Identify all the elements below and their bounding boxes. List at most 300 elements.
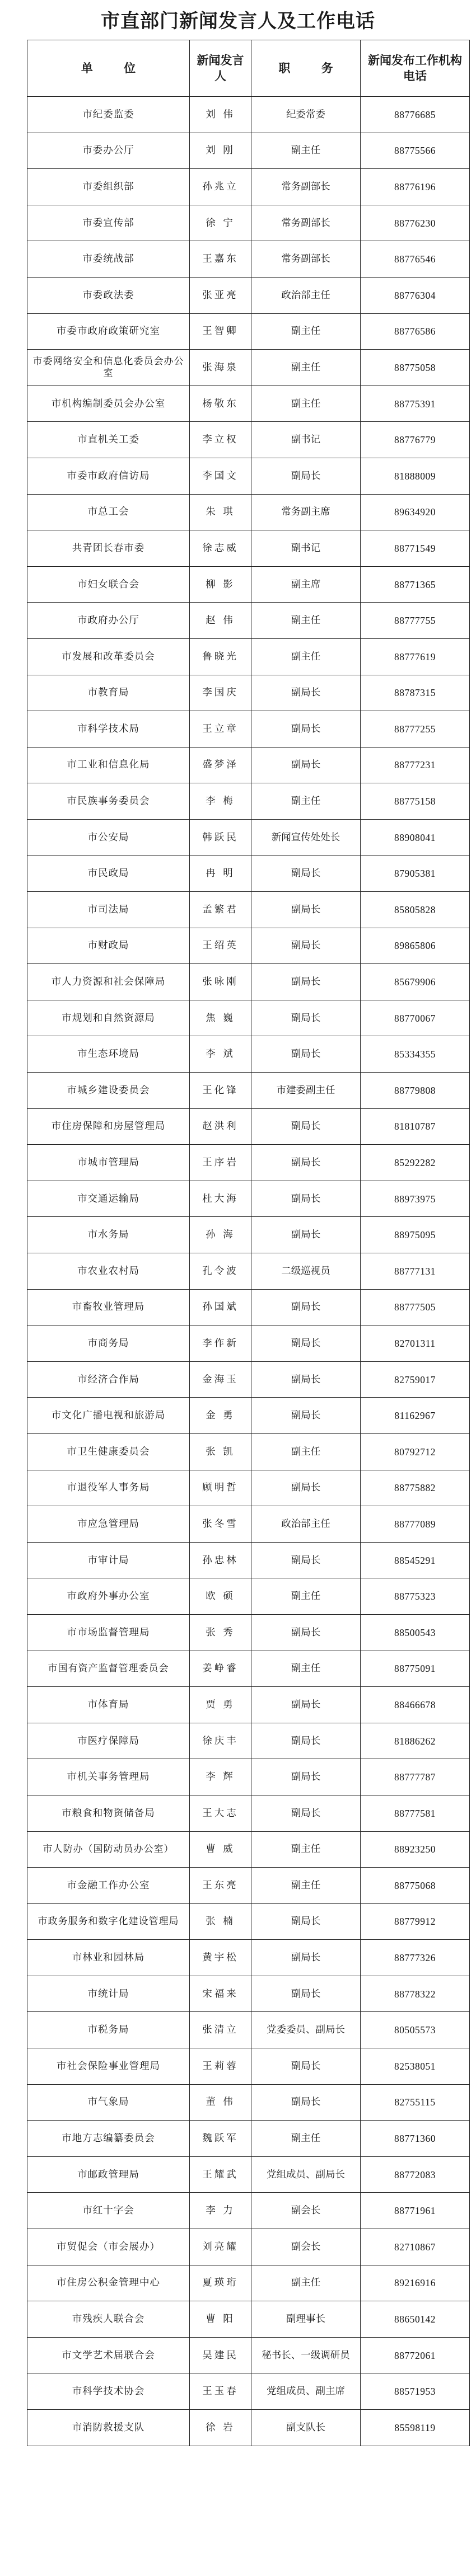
unit-cell: 市委办公厅 bbox=[27, 133, 190, 169]
phone-cell: 88975095 bbox=[361, 1217, 470, 1253]
table-row bbox=[27, 1903, 470, 1940]
speaker-cell: 夏瑛珩 bbox=[190, 2265, 251, 2301]
phone-cell: 87905381 bbox=[361, 855, 470, 892]
speaker-cell: 董 伟 bbox=[190, 2084, 251, 2121]
speaker-cell: 焦 巍 bbox=[190, 1000, 251, 1036]
table-row bbox=[27, 1687, 470, 1723]
unit-cell: 市城市管理局 bbox=[27, 1145, 190, 1181]
post-cell: 副局长 bbox=[251, 928, 361, 964]
speaker-cell: 王东亮 bbox=[190, 1868, 251, 1904]
table-row bbox=[27, 711, 470, 748]
unit-cell: 市消防救援支队 bbox=[27, 2410, 190, 2446]
speaker-cell: 吴建民 bbox=[190, 2337, 251, 2373]
table-row bbox=[27, 1940, 470, 1976]
unit-cell: 市委宣传部 bbox=[27, 205, 190, 241]
speaker-cell: 李 辉 bbox=[190, 1759, 251, 1795]
table-row bbox=[27, 1398, 470, 1434]
table-row bbox=[27, 2229, 470, 2265]
post-cell: 副局长 bbox=[251, 1976, 361, 2012]
post-cell: 副主任 bbox=[251, 2265, 361, 2301]
speaker-cell: 黄宇松 bbox=[190, 1940, 251, 1976]
speaker-cell: 韩跃民 bbox=[190, 819, 251, 855]
speaker-cell: 孙国斌 bbox=[190, 1289, 251, 1325]
post-cell: 常务副部长 bbox=[251, 169, 361, 205]
table-row bbox=[27, 2084, 470, 2121]
phone-cell: 88776586 bbox=[361, 313, 470, 350]
speaker-cell: 李国庆 bbox=[190, 675, 251, 711]
phone-cell: 88466678 bbox=[361, 1687, 470, 1723]
post-cell: 副理事长 bbox=[251, 2301, 361, 2338]
phone-cell: 88923250 bbox=[361, 1831, 470, 1868]
unit-cell: 市国有资产监督管理委员会 bbox=[27, 1651, 190, 1687]
unit-cell: 市畜牧业管理局 bbox=[27, 1289, 190, 1325]
post-cell: 副主任 bbox=[251, 638, 361, 675]
unit-cell: 市机构编制委员会办公室 bbox=[27, 386, 190, 422]
table-row bbox=[27, 1542, 470, 1578]
phone-cell: 88771365 bbox=[361, 566, 470, 603]
phone-cell: 88777619 bbox=[361, 638, 470, 675]
post-cell: 副局长 bbox=[251, 1723, 361, 1759]
unit-cell: 市应急管理局 bbox=[27, 1506, 190, 1543]
post-cell: 政治部主任 bbox=[251, 1506, 361, 1543]
table-row bbox=[27, 1578, 470, 1615]
phone-cell: 88777326 bbox=[361, 1940, 470, 1976]
post-cell: 副主任 bbox=[251, 386, 361, 422]
unit-cell: 市纪委监委 bbox=[27, 97, 190, 133]
post-cell: 市建委副主任 bbox=[251, 1073, 361, 1109]
table-row bbox=[27, 1000, 470, 1036]
speaker-cell: 刘 刚 bbox=[190, 133, 251, 169]
speaker-cell: 贾 勇 bbox=[190, 1687, 251, 1723]
unit-cell: 市规划和自然资源局 bbox=[27, 1000, 190, 1036]
phone-cell: 88770067 bbox=[361, 1000, 470, 1036]
phone-cell: 88787315 bbox=[361, 675, 470, 711]
speaker-cell: 李立权 bbox=[190, 422, 251, 458]
phone-cell: 88775391 bbox=[361, 386, 470, 422]
unit-cell: 市水务局 bbox=[27, 1217, 190, 1253]
phone-cell: 82538051 bbox=[361, 2048, 470, 2085]
unit-cell: 市教育局 bbox=[27, 675, 190, 711]
speaker-cell: 顾明哲 bbox=[190, 1470, 251, 1506]
table-row bbox=[27, 603, 470, 639]
table-row bbox=[27, 313, 470, 350]
table-row bbox=[27, 1181, 470, 1217]
table-row bbox=[27, 2121, 470, 2157]
post-cell: 副主任 bbox=[251, 1578, 361, 1615]
table-row bbox=[27, 928, 470, 964]
speaker-cell: 李作新 bbox=[190, 1325, 251, 1362]
table-row bbox=[27, 458, 470, 494]
speaker-cell: 曹 阳 bbox=[190, 2301, 251, 2338]
page-title: 市直部门新闻发言人及工作电话 bbox=[101, 10, 375, 32]
speaker-cell: 孔令波 bbox=[190, 1253, 251, 1290]
post-cell: 副局长 bbox=[251, 675, 361, 711]
unit-cell: 市社会保险事业管理局 bbox=[27, 2048, 190, 2085]
unit-cell: 市地方志编纂委员会 bbox=[27, 2121, 190, 2157]
table-row bbox=[27, 783, 470, 820]
unit-cell: 市粮食和物资储备局 bbox=[27, 1795, 190, 1831]
unit-cell: 市委市政府信访局 bbox=[27, 458, 190, 494]
table-row bbox=[27, 1506, 470, 1543]
post-cell: 副书记 bbox=[251, 422, 361, 458]
phone-cell: 88908041 bbox=[361, 819, 470, 855]
phone-cell: 88771961 bbox=[361, 2193, 470, 2229]
unit-cell: 市机关事务管理局 bbox=[27, 1759, 190, 1795]
unit-cell: 市政府外事办公室 bbox=[27, 1578, 190, 1615]
post-cell: 副局长 bbox=[251, 1361, 361, 1398]
table-row bbox=[27, 1108, 470, 1145]
unit-cell: 市文化广播电视和旅游局 bbox=[27, 1398, 190, 1434]
table-row bbox=[27, 350, 470, 386]
phone-cell: 88779912 bbox=[361, 1903, 470, 1940]
table-row bbox=[27, 2301, 470, 2338]
phone-cell: 88775068 bbox=[361, 1868, 470, 1904]
speaker-cell: 李 力 bbox=[190, 2193, 251, 2229]
post-cell: 副主任 bbox=[251, 603, 361, 639]
table-row bbox=[27, 855, 470, 892]
post-cell: 副局长 bbox=[251, 1903, 361, 1940]
speaker-cell: 盛梦泽 bbox=[190, 747, 251, 783]
post-cell: 副局长 bbox=[251, 1470, 361, 1506]
phone-cell: 85292282 bbox=[361, 1145, 470, 1181]
header-speaker: 新闻发言人 bbox=[190, 40, 251, 97]
post-cell: 副主任 bbox=[251, 350, 361, 386]
table-row bbox=[27, 1831, 470, 1868]
unit-cell: 市委统战部 bbox=[27, 241, 190, 278]
table-row bbox=[27, 1470, 470, 1506]
unit-cell: 市人力资源和社会保障局 bbox=[27, 964, 190, 1000]
table-row bbox=[27, 530, 470, 567]
speaker-cell: 欧 硕 bbox=[190, 1578, 251, 1615]
table-row bbox=[27, 2265, 470, 2301]
speaker-cell: 孙 海 bbox=[190, 1217, 251, 1253]
speaker-cell: 张 楠 bbox=[190, 1903, 251, 1940]
table-row bbox=[27, 1976, 470, 2012]
table-row bbox=[27, 964, 470, 1000]
speaker-cell: 张 秀 bbox=[190, 1614, 251, 1651]
post-cell: 副局长 bbox=[251, 711, 361, 748]
unit-cell: 市发展和改革委员会 bbox=[27, 638, 190, 675]
post-cell: 副主任 bbox=[251, 1651, 361, 1687]
post-cell: 副局长 bbox=[251, 1795, 361, 1831]
speaker-cell: 王智卿 bbox=[190, 313, 251, 350]
table-row bbox=[27, 133, 470, 169]
unit-cell: 市总工会 bbox=[27, 494, 190, 530]
post-cell: 副局长 bbox=[251, 1325, 361, 1362]
unit-cell: 市市场监督管理局 bbox=[27, 1614, 190, 1651]
phone-cell: 80505573 bbox=[361, 2012, 470, 2048]
phone-cell: 85598119 bbox=[361, 2410, 470, 2446]
unit-cell: 市司法局 bbox=[27, 892, 190, 928]
post-cell: 副主任 bbox=[251, 2121, 361, 2157]
speaker-cell: 王立章 bbox=[190, 711, 251, 748]
unit-cell: 市林业和园林局 bbox=[27, 1940, 190, 1976]
speaker-cell: 李国文 bbox=[190, 458, 251, 494]
post-cell: 常务副部长 bbox=[251, 205, 361, 241]
speaker-cell: 王耀武 bbox=[190, 2156, 251, 2193]
phone-cell: 82755115 bbox=[361, 2084, 470, 2121]
post-cell: 副局长 bbox=[251, 892, 361, 928]
post-cell: 副主任 bbox=[251, 1868, 361, 1904]
speaker-cell: 金海玉 bbox=[190, 1361, 251, 1398]
speaker-cell: 杨敬东 bbox=[190, 386, 251, 422]
unit-cell: 市体育局 bbox=[27, 1687, 190, 1723]
post-cell: 党委委员、副局长 bbox=[251, 2012, 361, 2048]
post-cell: 副局长 bbox=[251, 1217, 361, 1253]
post-cell: 副主席 bbox=[251, 566, 361, 603]
table-row bbox=[27, 1217, 470, 1253]
phone-cell: 88776196 bbox=[361, 169, 470, 205]
unit-cell: 市民政局 bbox=[27, 855, 190, 892]
post-cell: 副局长 bbox=[251, 2084, 361, 2121]
unit-cell: 市残疾人联合会 bbox=[27, 2301, 190, 2338]
table-row bbox=[27, 747, 470, 783]
speaker-cell: 金 勇 bbox=[190, 1398, 251, 1434]
unit-cell: 市公安局 bbox=[27, 819, 190, 855]
phone-cell: 81888009 bbox=[361, 458, 470, 494]
phone-cell: 89634920 bbox=[361, 494, 470, 530]
speaker-cell: 朱 琪 bbox=[190, 494, 251, 530]
phone-cell: 88777581 bbox=[361, 1795, 470, 1831]
speaker-cell: 王大志 bbox=[190, 1795, 251, 1831]
unit-cell: 市统计局 bbox=[27, 1976, 190, 2012]
unit-cell: 市商务局 bbox=[27, 1325, 190, 1362]
phone-cell: 81162967 bbox=[361, 1398, 470, 1434]
post-cell: 副局长 bbox=[251, 1614, 361, 1651]
speaker-cell: 徐庆丰 bbox=[190, 1723, 251, 1759]
unit-cell: 市委政法委 bbox=[27, 277, 190, 313]
post-cell: 纪委常委 bbox=[251, 97, 361, 133]
speaker-cell: 孙忠林 bbox=[190, 1542, 251, 1578]
phone-cell: 89865806 bbox=[361, 928, 470, 964]
post-cell: 副支队长 bbox=[251, 2410, 361, 2446]
speaker-cell: 王玉春 bbox=[190, 2373, 251, 2410]
phone-cell: 88778322 bbox=[361, 1976, 470, 2012]
phone-cell: 88771360 bbox=[361, 2121, 470, 2157]
phone-cell: 88776230 bbox=[361, 205, 470, 241]
unit-cell: 市生态环境局 bbox=[27, 1036, 190, 1073]
post-cell: 副会长 bbox=[251, 2193, 361, 2229]
speaker-cell: 徐 宁 bbox=[190, 205, 251, 241]
unit-cell: 市医疗保障局 bbox=[27, 1723, 190, 1759]
speaker-cell: 刘亮耀 bbox=[190, 2229, 251, 2265]
table-row bbox=[27, 2156, 470, 2193]
unit-cell: 市直机关工委 bbox=[27, 422, 190, 458]
phone-cell: 88776685 bbox=[361, 97, 470, 133]
spokesperson-table bbox=[27, 40, 470, 2446]
phone-cell: 88776779 bbox=[361, 422, 470, 458]
post-cell: 副局长 bbox=[251, 1759, 361, 1795]
phone-cell: 88973975 bbox=[361, 1181, 470, 1217]
post-cell: 常务副主席 bbox=[251, 494, 361, 530]
speaker-cell: 张 凯 bbox=[190, 1433, 251, 1470]
unit-cell: 市民族事务委员会 bbox=[27, 783, 190, 820]
post-cell: 新闻宣传处处长 bbox=[251, 819, 361, 855]
unit-cell: 市住房公积金管理中心 bbox=[27, 2265, 190, 2301]
speaker-cell: 张亚亮 bbox=[190, 277, 251, 313]
speaker-cell: 李 斌 bbox=[190, 1036, 251, 1073]
table-row bbox=[27, 2410, 470, 2446]
phone-cell: 88775091 bbox=[361, 1651, 470, 1687]
unit-cell: 市邮政管理局 bbox=[27, 2156, 190, 2193]
speaker-cell: 王嘉东 bbox=[190, 241, 251, 278]
speaker-cell: 张清立 bbox=[190, 2012, 251, 2048]
table-header-row bbox=[27, 40, 470, 97]
post-cell: 副局长 bbox=[251, 1181, 361, 1217]
post-cell: 副局长 bbox=[251, 855, 361, 892]
post-cell: 副局长 bbox=[251, 1000, 361, 1036]
table-row bbox=[27, 638, 470, 675]
phone-cell: 88777787 bbox=[361, 1759, 470, 1795]
table-row bbox=[27, 892, 470, 928]
table-row bbox=[27, 566, 470, 603]
table-row bbox=[27, 819, 470, 855]
header-post: 职 务 bbox=[251, 40, 361, 97]
unit-cell: 市妇女联合会 bbox=[27, 566, 190, 603]
post-cell: 副局长 bbox=[251, 1687, 361, 1723]
post-cell: 副局长 bbox=[251, 458, 361, 494]
post-cell: 副局长 bbox=[251, 747, 361, 783]
table-row bbox=[27, 675, 470, 711]
table-row bbox=[27, 277, 470, 313]
speaker-cell: 王序岩 bbox=[190, 1145, 251, 1181]
table-row bbox=[27, 241, 470, 278]
post-cell: 常务副部长 bbox=[251, 241, 361, 278]
table-row bbox=[27, 1759, 470, 1795]
table-body bbox=[27, 97, 470, 2446]
table-row bbox=[27, 2373, 470, 2410]
speaker-cell: 徐志威 bbox=[190, 530, 251, 567]
table-row bbox=[27, 1651, 470, 1687]
post-cell: 党组成员、副主席 bbox=[251, 2373, 361, 2410]
unit-cell: 市卫生健康委员会 bbox=[27, 1433, 190, 1470]
table-row bbox=[27, 1868, 470, 1904]
phone-cell: 88775882 bbox=[361, 1470, 470, 1506]
table-row bbox=[27, 1253, 470, 1290]
phone-cell: 80792712 bbox=[361, 1433, 470, 1470]
post-cell: 副局长 bbox=[251, 1398, 361, 1434]
phone-cell: 89216916 bbox=[361, 2265, 470, 2301]
speaker-cell: 王绍英 bbox=[190, 928, 251, 964]
table-row bbox=[27, 1614, 470, 1651]
speaker-cell: 刘 伟 bbox=[190, 97, 251, 133]
table-row bbox=[27, 422, 470, 458]
unit-cell: 市气象局 bbox=[27, 2084, 190, 2121]
post-cell: 副主任 bbox=[251, 313, 361, 350]
speaker-cell: 鲁晓光 bbox=[190, 638, 251, 675]
speaker-cell: 张咏刚 bbox=[190, 964, 251, 1000]
post-cell: 副局长 bbox=[251, 1036, 361, 1073]
phone-cell: 85679906 bbox=[361, 964, 470, 1000]
phone-cell: 88772083 bbox=[361, 2156, 470, 2193]
post-cell: 副局长 bbox=[251, 1940, 361, 1976]
phone-cell: 88776304 bbox=[361, 277, 470, 313]
unit-cell: 市金融工作办公室 bbox=[27, 1868, 190, 1904]
table-row bbox=[27, 1036, 470, 1073]
table-row bbox=[27, 1361, 470, 1398]
speaker-cell: 冉 明 bbox=[190, 855, 251, 892]
phone-cell: 88772061 bbox=[361, 2337, 470, 2373]
speaker-cell: 张海泉 bbox=[190, 350, 251, 386]
unit-cell: 市委市政府政策研究室 bbox=[27, 313, 190, 350]
speaker-cell: 曹 威 bbox=[190, 1831, 251, 1868]
phone-cell: 88775158 bbox=[361, 783, 470, 820]
table-row bbox=[27, 1145, 470, 1181]
speaker-cell: 王莉蓉 bbox=[190, 2048, 251, 2085]
unit-cell: 市工业和信息化局 bbox=[27, 747, 190, 783]
speaker-cell: 张冬雪 bbox=[190, 1506, 251, 1543]
phone-cell: 88777231 bbox=[361, 747, 470, 783]
table-row bbox=[27, 2337, 470, 2373]
unit-cell: 市科学技术协会 bbox=[27, 2373, 190, 2410]
phone-cell: 88771549 bbox=[361, 530, 470, 567]
post-cell: 副局长 bbox=[251, 1289, 361, 1325]
phone-cell: 88775058 bbox=[361, 350, 470, 386]
phone-cell: 88775323 bbox=[361, 1578, 470, 1615]
unit-cell: 市交通运输局 bbox=[27, 1181, 190, 1217]
post-cell: 副主任 bbox=[251, 133, 361, 169]
table-row bbox=[27, 169, 470, 205]
phone-cell: 88779808 bbox=[361, 1073, 470, 1109]
unit-cell: 市红十字会 bbox=[27, 2193, 190, 2229]
unit-cell: 市文学艺术届联合会 bbox=[27, 2337, 190, 2373]
header-phone: 新闻发布工作机构电话 bbox=[361, 40, 470, 97]
unit-cell: 市财政局 bbox=[27, 928, 190, 964]
speaker-cell: 孟繁君 bbox=[190, 892, 251, 928]
phone-cell: 85805828 bbox=[361, 892, 470, 928]
unit-cell: 市审计局 bbox=[27, 1542, 190, 1578]
post-cell: 副主任 bbox=[251, 783, 361, 820]
post-cell: 党组成员、副局长 bbox=[251, 2156, 361, 2193]
table-row bbox=[27, 1325, 470, 1362]
unit-cell: 市贸促会（市会展办） bbox=[27, 2229, 190, 2265]
phone-cell: 88777131 bbox=[361, 1253, 470, 1290]
speaker-cell: 杜大海 bbox=[190, 1181, 251, 1217]
unit-cell: 市委网络安全和信息化委员会办公室 bbox=[27, 350, 190, 386]
table-row bbox=[27, 1073, 470, 1109]
speaker-cell: 孙兆立 bbox=[190, 169, 251, 205]
speaker-cell: 王化锋 bbox=[190, 1073, 251, 1109]
table-row bbox=[27, 2193, 470, 2229]
table-row bbox=[27, 386, 470, 422]
phone-cell: 88545291 bbox=[361, 1542, 470, 1578]
unit-cell: 市住房保障和房屋管理局 bbox=[27, 1108, 190, 1145]
post-cell: 副局长 bbox=[251, 964, 361, 1000]
speaker-cell: 柳 影 bbox=[190, 566, 251, 603]
speaker-cell: 李 梅 bbox=[190, 783, 251, 820]
speaker-cell: 魏跃军 bbox=[190, 2121, 251, 2157]
phone-cell: 85334355 bbox=[361, 1036, 470, 1073]
phone-cell: 81810787 bbox=[361, 1108, 470, 1145]
unit-cell: 市政务服务和数字化建设管理局 bbox=[27, 1903, 190, 1940]
table-row bbox=[27, 1723, 470, 1759]
speaker-cell: 姜峥睿 bbox=[190, 1651, 251, 1687]
phone-cell: 82701311 bbox=[361, 1325, 470, 1362]
speaker-cell: 赵洪利 bbox=[190, 1108, 251, 1145]
unit-cell: 市政府办公厅 bbox=[27, 603, 190, 639]
post-cell: 政治部主任 bbox=[251, 277, 361, 313]
post-cell: 副书记 bbox=[251, 530, 361, 567]
post-cell: 副会长 bbox=[251, 2229, 361, 2265]
phone-cell: 88571953 bbox=[361, 2373, 470, 2410]
table-row bbox=[27, 1795, 470, 1831]
table-row bbox=[27, 2012, 470, 2048]
phone-cell: 88777505 bbox=[361, 1289, 470, 1325]
speaker-cell: 宋福来 bbox=[190, 1976, 251, 2012]
unit-cell: 市城乡建设委员会 bbox=[27, 1073, 190, 1109]
phone-cell: 88650142 bbox=[361, 2301, 470, 2338]
speaker-cell: 赵 伟 bbox=[190, 603, 251, 639]
